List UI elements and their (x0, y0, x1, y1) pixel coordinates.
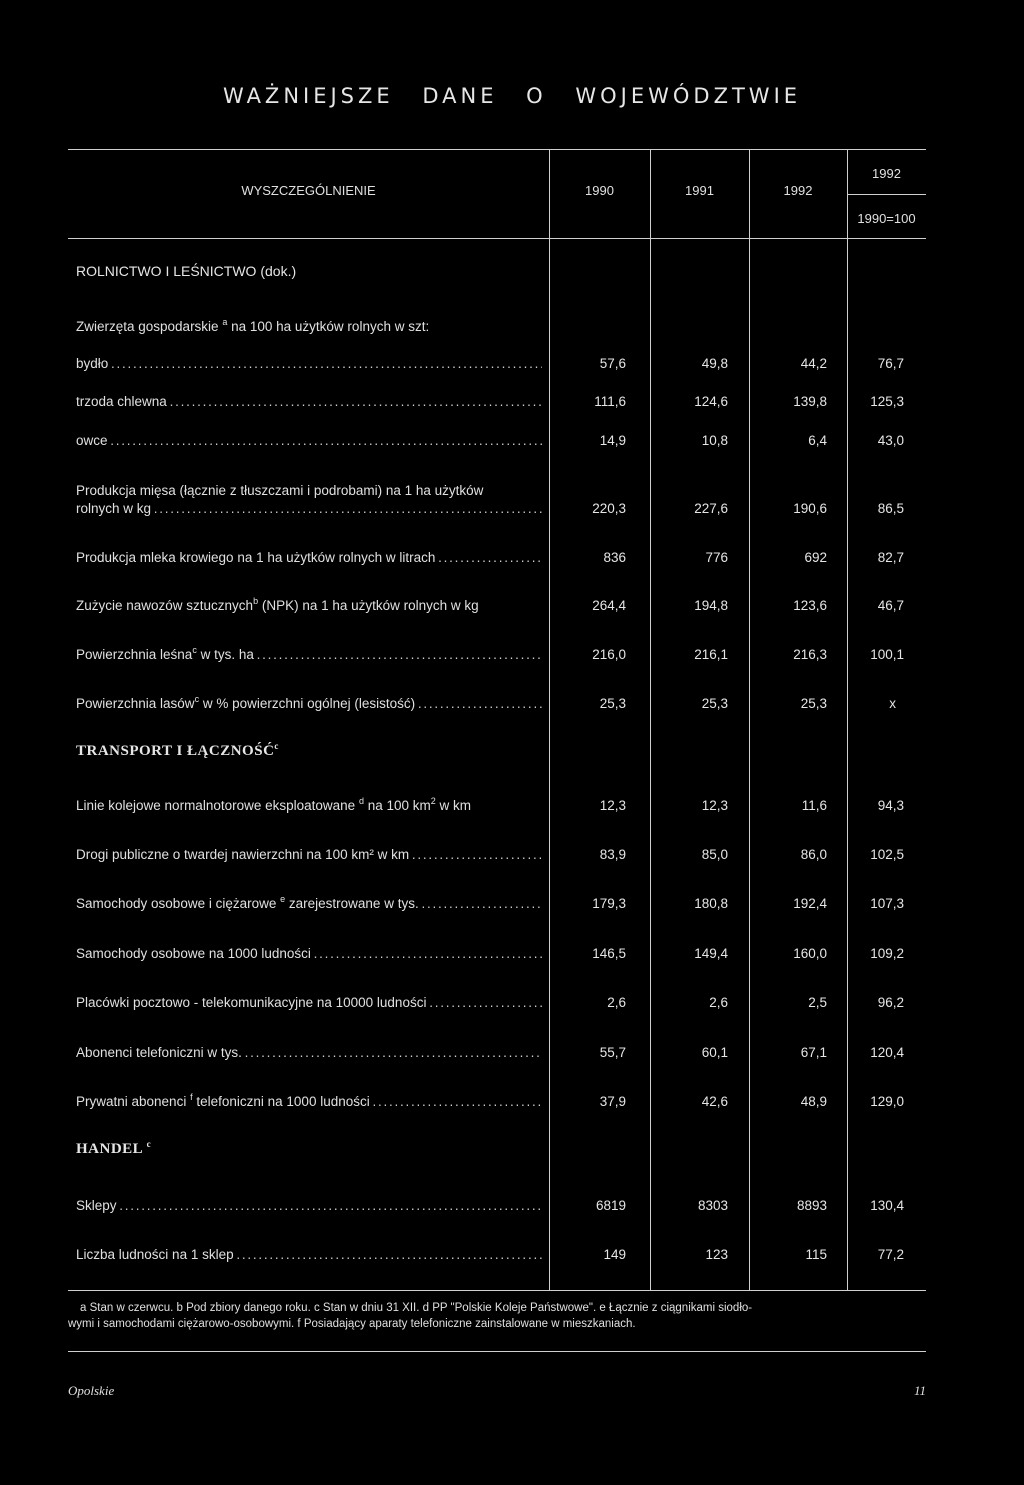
row-value: 25,3 (599, 696, 626, 711)
row-value: 190,6 (793, 501, 827, 516)
row-value: 76,7 (877, 356, 904, 371)
row-value: 77,2 (877, 1247, 904, 1262)
row-value: 264,4 (592, 598, 626, 613)
row-value: 123 (705, 1247, 728, 1262)
footnote-line-1: a Stan w czerwcu. b Pod zbiory danego roku. c Stan w dniu 31 XII. d PP "Polskie Koleje Państwowe". e Łącznie z ciągnikami siodło- (80, 1302, 753, 1314)
livestock-heading: Zwierzęta gospodarskie $^a$ na 100 ha użytków rolnych w szt: (76, 317, 430, 334)
row-label-line1: Produkcja mięsa (łącznie z tłuszczami i podrobami) na 1 ha użytków (76, 483, 484, 498)
row-label: Liczba ludności na 1 sklep . . . (76, 1246, 542, 1264)
row-value: 180,8 (694, 896, 728, 911)
row-value: 220,3 (592, 501, 626, 516)
row-value: 49,8 (701, 356, 728, 371)
row-value: 109,2 (870, 946, 904, 961)
row-label: trzoda chlewna . . . (76, 393, 542, 411)
row-value: 60,1 (701, 1045, 728, 1060)
row-value: 125,3 (870, 394, 904, 409)
row-value: 692 (804, 550, 827, 565)
row-label: Samochody osobowe na 1000 ludności . . . (76, 945, 542, 963)
row-value: 111,6 (594, 394, 626, 409)
row-value: 83,9 (599, 847, 626, 862)
row-label: Samochody osobowe i ciężarowe $^e$ zarejestrowane w tys. . . . (76, 895, 542, 913)
header-label: WYSZCZEGÓLNIENIE (241, 183, 376, 198)
row-value: 123,6 (793, 598, 827, 613)
row-value: 146,5 (592, 946, 626, 961)
row-value: 25,3 (800, 696, 827, 711)
section-transport: TRANSPORT I ŁĄCZNOŚĆ$^c$ (76, 741, 279, 759)
row-value: 6819 (595, 1198, 626, 1213)
row-label: Abonenci telefoniczni w tys. . . . (76, 1044, 542, 1062)
row-label: bydło . . . (76, 355, 542, 373)
row-value: 25,3 (701, 696, 728, 711)
row-value: 8303 (697, 1198, 728, 1213)
col-divider-1 (549, 149, 550, 1290)
footnote-bottom-rule (68, 1351, 926, 1352)
row-value: 86,5 (877, 501, 904, 516)
row-value: 194,8 (694, 598, 728, 613)
row-value: 2,6 (709, 995, 728, 1010)
col-divider-4 (847, 149, 848, 1290)
row-value: 120,4 (870, 1045, 904, 1060)
row-value: 216,3 (793, 647, 827, 662)
row-value: 67,1 (800, 1045, 827, 1060)
row-value: 12,3 (599, 798, 626, 813)
row-value: 124,6 (694, 394, 728, 409)
row-label: Sklepy . . . (76, 1197, 542, 1215)
row-value: 216,0 (592, 647, 626, 662)
row-label: rolnych w kg . . . (76, 500, 542, 518)
row-value: 44,2 (800, 356, 827, 371)
row-value: 227,6 (694, 501, 728, 516)
row-value: 37,9 (599, 1094, 626, 1109)
row-value: 48,9 (800, 1094, 827, 1109)
row-value: 10,8 (701, 433, 728, 448)
row-label: Placówki pocztowo - telekomunikacyjne na 10000 ludności . . . (76, 994, 542, 1012)
footer-region: Opolskie (68, 1383, 115, 1398)
col-divider-3 (749, 149, 750, 1290)
row-value: 2,5 (808, 995, 827, 1010)
row-label: Drogi publiczne o twardej nawierzchni na 100 km² w km . . . (76, 846, 542, 864)
row-label: owce . . . (76, 432, 542, 450)
row-value: 216,1 (694, 647, 728, 662)
row-value: 96,2 (877, 995, 904, 1010)
row-label: Powierzchnia lasów$^c$ w % powierzchni ogólnej (lesistość) . . . (76, 695, 542, 713)
row-value: 160,0 (793, 946, 827, 961)
header-bottom-rule (68, 238, 926, 239)
col-divider-2 (650, 149, 651, 1290)
row-value: 179,3 (592, 896, 626, 911)
row-value: 836 (603, 550, 626, 565)
row-value: 2,6 (607, 995, 626, 1010)
header-1992-index: 1992 (872, 166, 901, 181)
row-value: x (889, 696, 896, 711)
header-1990: 1990 (585, 183, 614, 198)
row-value: 107,3 (870, 896, 904, 911)
row-value: 82,7 (877, 550, 904, 565)
table-top-rule (68, 149, 926, 150)
row-value: 46,7 (877, 598, 904, 613)
row-value: 129,0 (870, 1094, 904, 1109)
row-value: 14,9 (599, 433, 626, 448)
row-label: Linie kolejowe normalnotorowe eksploatowane $^d$ na 100 $km^2$ w km (76, 796, 472, 813)
row-value: 94,3 (877, 798, 904, 813)
row-value: 130,4 (870, 1198, 904, 1213)
footnote-line-2: wymi i samochodami ciężarowo-osobowymi. f Posiadający aparaty telefoniczne zainstalowane w mieszkaniach. (68, 1318, 636, 1330)
header-1992: 1992 (783, 183, 813, 198)
footer-page-number: 11 (913, 1383, 926, 1398)
header-1991: 1991 (685, 183, 714, 198)
row-value: 149,4 (694, 946, 728, 961)
row-label: Powierzchnia leśna$^c$ w tys. ha . . . (76, 646, 542, 664)
page-title: WAŻNIEJSZE DANE O WOJEWÓDZTWIE (222, 84, 802, 108)
row-value: 85,0 (701, 847, 728, 862)
row-value: 100,1 (870, 647, 904, 662)
header-base: 1990=100 (857, 211, 916, 226)
row-value: 139,8 (793, 394, 827, 409)
row-value: 12,3 (701, 798, 728, 813)
row-value: 776 (705, 550, 728, 565)
row-value: 55,7 (599, 1045, 626, 1060)
row-value: 43,0 (877, 433, 904, 448)
row-value: 102,5 (870, 847, 904, 862)
row-value: 57,6 (599, 356, 626, 371)
col4-header-split (847, 194, 926, 195)
row-value: 11,6 (801, 798, 827, 813)
row-value: 149 (603, 1247, 626, 1262)
row-value: 115 (805, 1247, 827, 1262)
row-label: Zużycie nawozów sztucznych$^b$ (NPK) na 1 ha użytków rolnych w kg (76, 596, 479, 613)
section-agriculture: ROLNICTWO I LEŚNICTWO (dok.) (76, 263, 297, 279)
row-value: 6,4 (808, 433, 827, 448)
row-value: 42,6 (701, 1094, 728, 1109)
section-trade: HANDEL $^c$ (76, 1139, 152, 1157)
row-value: 8893 (796, 1198, 827, 1213)
row-value: 86,0 (800, 847, 827, 862)
table-bottom-rule (68, 1290, 926, 1291)
row-label: Produkcja mleka krowiego na 1 ha użytków rolnych w litrach . . . (76, 549, 542, 567)
row-value: 192,4 (793, 896, 827, 911)
row-label: Prywatni abonenci $^f$ telefoniczni na 1000 ludności . . . (76, 1093, 542, 1111)
